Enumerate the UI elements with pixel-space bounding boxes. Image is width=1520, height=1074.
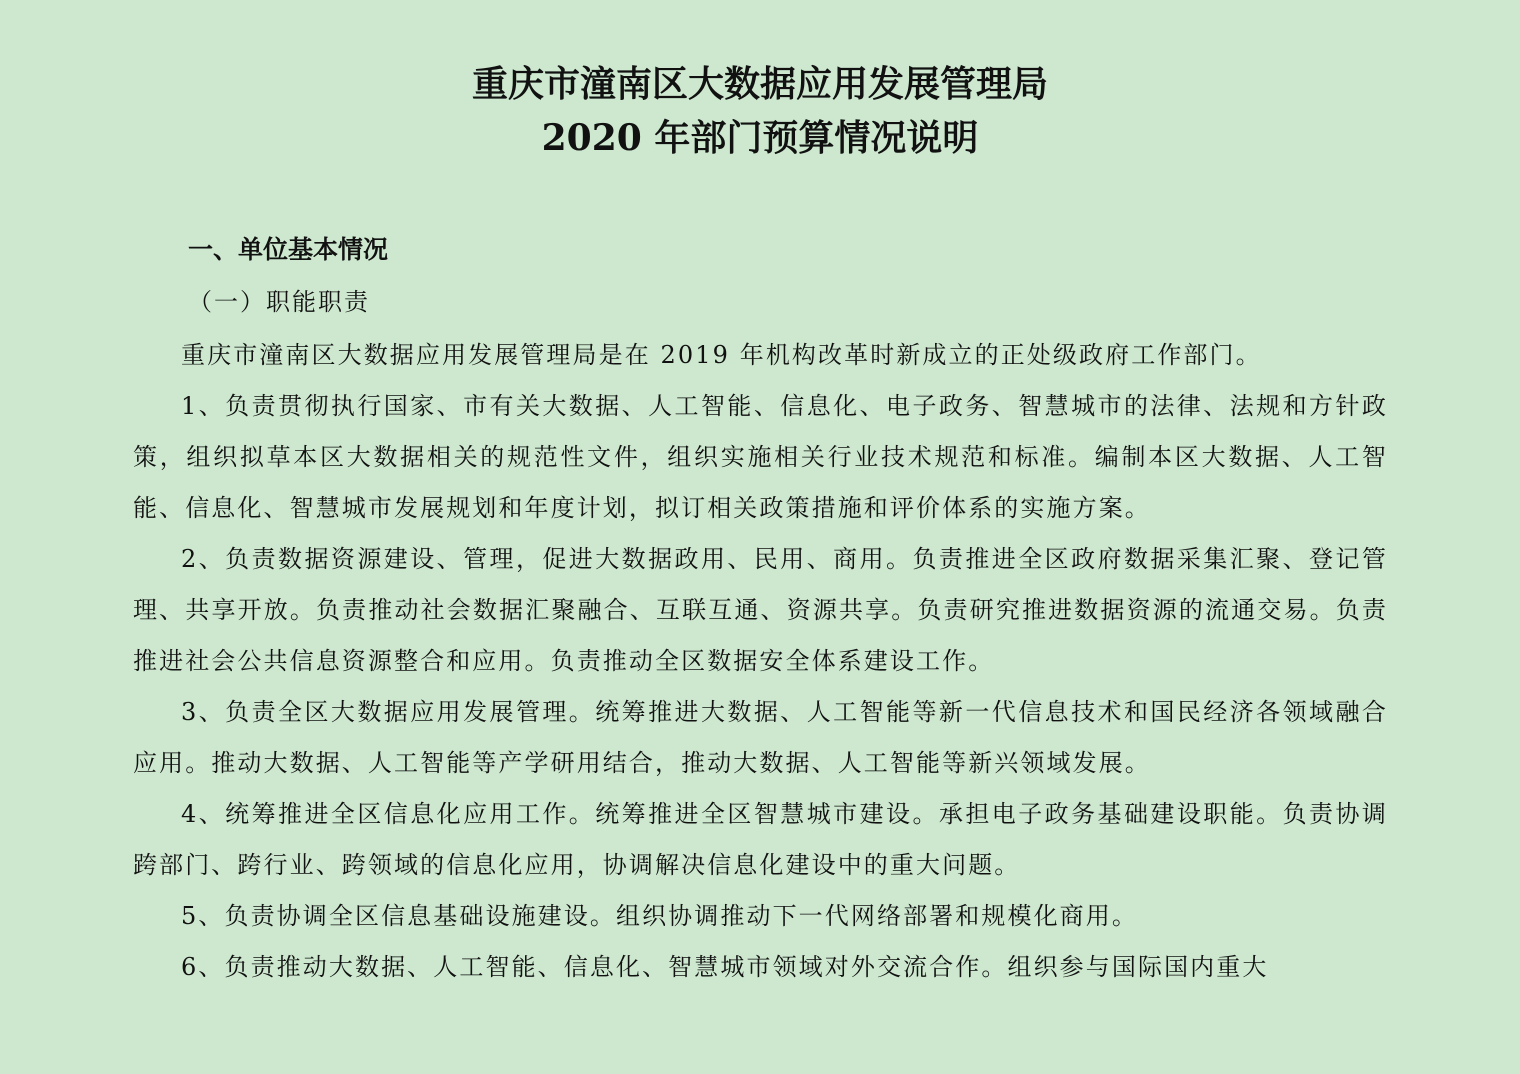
paragraph-item-2: 2、负责数据资源建设、管理，促进大数据政用、民用、商用。负责推进全区政府数据采集汇聚、登记管理、共享开放。负责推动社会数据汇聚融合、互联互通、资源共享。负责研究推进数据资源的流通交易。负责推进社会公共信息资源整合和应用。负责推动全区数据安全体系建设工作。 [133, 545, 1388, 675]
paragraph-item-5: 5、负责协调全区信息基础设施建设。组织协调推动下一代网络部署和规模化商用。 [181, 902, 1138, 930]
document-title-line1: 重庆市潼南区大数据应用发展管理局 [471, 63, 1048, 105]
paragraph-item-6: 6、负责推动大数据、人工智能、信息化、智慧城市领域对外交流合作。组织参与国际国内重大 [181, 953, 1269, 981]
paragraph-intro: 重庆市潼南区大数据应用发展管理局是在 2019 年机构改革时新成立的正处级政府工作部门。 [181, 341, 1262, 369]
section-subheading: （一）职能职责 [188, 288, 370, 316]
paragraph-item-4: 4、统筹推进全区信息化应用工作。统筹推进全区智慧城市建设。承担电子政务基础建设职能。负责协调跨部门、跨行业、跨领域的信息化应用，协调解决信息化建设中的重大问题。 [133, 800, 1388, 879]
section-heading: 一、单位基本情况 [188, 235, 389, 264]
paragraph-item-1: 1、负责贯彻执行国家、市有关大数据、人工智能、信息化、电子政务、智慧城市的法律、法规和方针政策，组织拟草本区大数据相关的规范性文件，组织实施相关行业技术规范和标准。编制本区大数据、人工智能、信息化、智慧城市发展规划和年度计划，拟订相关政策措施和评价体系的实施方案。 [133, 392, 1388, 522]
document-body [133, 330, 1388, 993]
paragraph-item-3: 3、负责全区大数据应用发展管理。统筹推进大数据、人工智能等新一代信息技术和国民经济各领域融合应用。推动大数据、人工智能等产学研用结合，推动大数据、人工智能等新兴领域发展。 [133, 698, 1388, 777]
document-title-line2: 2020 年部门预算情况说明 [541, 117, 979, 159]
